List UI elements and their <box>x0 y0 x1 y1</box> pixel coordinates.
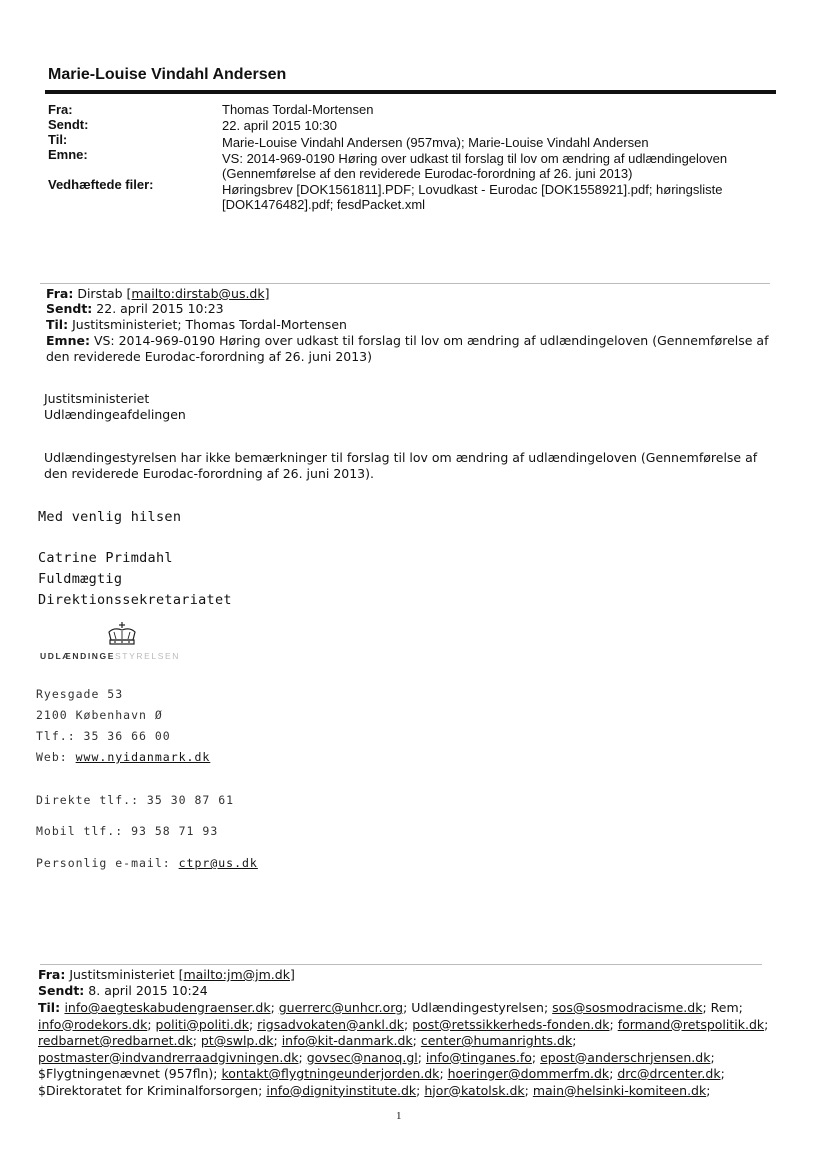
mail2-to-line <box>38 1033 818 1050</box>
mail2-from-label: Fra: <box>38 967 66 982</box>
attachments-value[interactable]: Høringsbrev [DOK1561811].PDF; Lovudkast - Eurodac [DOK1558921].pdf; høringsliste <box>222 182 723 197</box>
mail2-to-line <box>38 1066 818 1083</box>
recipient-email-link[interactable]: info@tinganes.fo <box>425 1049 532 1065</box>
mail1-body-recipient: Justitsministeriet <box>44 391 150 406</box>
signature-name: Catrine Primdahl <box>38 550 173 566</box>
mail2-to-line <box>38 1083 818 1100</box>
mail2-to-line <box>38 1000 818 1017</box>
recipient-email-link[interactable]: govsec@nanoq.gl <box>306 1049 418 1065</box>
recipient-email-link[interactable]: info@rodekors.dk <box>38 1016 148 1032</box>
personal-email-label: Personlig e-mail: <box>36 856 179 870</box>
recipient-text: ; <box>710 1049 715 1065</box>
recipient-email-link[interactable]: center@humanrights.dk <box>420 1033 573 1048</box>
recipient-text: ; <box>416 1082 425 1098</box>
direct-phone: Direkte tlf.: 35 30 87 61 <box>36 793 235 807</box>
recipient-email-link[interactable]: hjor@katolsk.dk <box>424 1082 525 1098</box>
recipient-text: ; <box>531 1049 541 1065</box>
to-label: Til: <box>48 132 68 147</box>
recipient-text: ; <box>764 1016 769 1032</box>
recipient-email-link[interactable]: rigsadvokaten@ankl.dk <box>257 1016 404 1032</box>
subject-value: VS: 2014-969-0190 Høring over udkast til forslag til lov om ændring af udlændingeloven <box>222 151 728 166</box>
mail1-to <box>46 317 347 332</box>
mail1-subject-cont: den reviderede Eurodac-forordning af 26. juni 2013) <box>46 349 373 364</box>
recipient-text: ; <box>572 1033 577 1048</box>
mail2-from <box>38 967 295 982</box>
recipient-name: Marie-Louise Vindahl Andersen <box>48 66 287 83</box>
subject-label: Emne: <box>48 147 88 162</box>
mail2-from-mailto-link[interactable]: [mailto:jm@jm.dk] <box>178 967 295 982</box>
mail1-to-label: Til: <box>46 317 69 332</box>
message-separator-2 <box>40 964 762 965</box>
recipient-email-link[interactable]: info@kit-danmark.dk <box>281 1033 413 1048</box>
from-label: Fra: <box>48 102 73 117</box>
recipient-email-link[interactable]: main@helsinki-komiteen.dk <box>532 1082 707 1098</box>
agency-logo-dark: UDLÆNDINGE <box>40 651 116 661</box>
from-value: Thomas Tordal-Mortensen <box>222 102 374 117</box>
mail1-from-label: Fra: <box>46 286 74 301</box>
recipient-email-link[interactable]: info@dignityinstitute.dk <box>266 1082 417 1098</box>
recipient-text: ; <box>609 1066 618 1081</box>
recipient-text: ; <box>270 1000 279 1015</box>
recipient-text: ; <box>192 1033 201 1048</box>
recipient-email-link[interactable]: pt@swlp.dk <box>200 1033 274 1048</box>
recipient-text: ; Rem; <box>702 1000 743 1015</box>
recipient-email-link[interactable]: info@aegteskabudengraenser.dk <box>64 1000 271 1015</box>
personal-email-link[interactable]: ctpr@us.dk <box>178 856 258 870</box>
mail2-to-line <box>38 1050 818 1067</box>
attachments-value-cont[interactable]: [DOK1476482].pdf; fesdPacket.xml <box>222 197 426 212</box>
web-label: Web: <box>36 750 76 764</box>
mail1-subject <box>46 333 776 348</box>
web-link[interactable]: www.nyidanmark.dk <box>75 750 211 764</box>
recipient-text: ; <box>248 1016 258 1032</box>
agency-logo-text <box>40 651 180 661</box>
recipient-text: ; <box>147 1016 156 1032</box>
mail1-sent-label: Sendt: <box>46 301 93 316</box>
recipient-email-link[interactable]: post@retssikkerheds-fonden.dk <box>412 1016 610 1032</box>
mail1-body-department: Udlændingeafdelingen <box>44 407 186 422</box>
recipient-text: ; <box>524 1082 533 1098</box>
recipient-email-link[interactable]: sos@sosmodracisme.dk <box>552 1000 703 1015</box>
recipient-email-link[interactable]: drc@drcenter.dk <box>617 1066 721 1081</box>
mail1-body-paragraph-cont: den reviderede Eurodac-forordning af 26. juni 2013). <box>44 466 374 481</box>
mail1-subject-label: Emne: <box>46 333 90 348</box>
mail2-sent-value: 8. april 2015 10:24 <box>88 983 208 998</box>
mail1-body-paragraph: Udlændingestyrelsen har ikke bemærkninger til forslag til lov om ændring af udlændingeloven (Gennemførelse af <box>44 450 758 465</box>
mail1-from-mailto-link[interactable]: [mailto:dirstab@us.dk] <box>126 286 270 301</box>
recipient-text: $Flygtningenævnet (957fln); <box>38 1066 222 1081</box>
recipient-text: ; Udlændingestyrelsen; <box>403 1000 553 1015</box>
phone: Tlf.: 35 36 66 00 <box>36 729 171 743</box>
mail1-subject-value: VS: 2014-969-0190 Høring over udkast til forslag til lov om ændring af udlændingeloven (Gennemførelse af <box>93 333 769 348</box>
mail2-sent-label: Sendt: <box>38 983 85 998</box>
page-number: 1 <box>396 1110 402 1122</box>
recipient-email-link[interactable]: hoeringer@dommerfm.dk <box>447 1066 610 1081</box>
recipient-text: ; <box>412 1033 421 1048</box>
recipient-email-link[interactable]: epost@anderschrjensen.dk <box>540 1049 711 1065</box>
to-value: Marie-Louise Vindahl Andersen (957mva); Marie-Louise Vindahl Andersen <box>222 135 649 150</box>
mail1-sent <box>46 301 224 316</box>
agency-logo-light: STYRELSEN <box>115 651 180 661</box>
mail1-sent-value: 22. april 2015 10:23 <box>96 301 224 316</box>
mail2-sent <box>38 983 208 998</box>
recipient-email-link[interactable]: guerrerc@unhcr.org <box>278 1000 404 1015</box>
signature-title: Fuldmægtig <box>38 571 123 587</box>
mail2-from-value: Justitsministeriet <box>69 967 179 982</box>
mobile-phone: Mobil tlf.: 93 58 71 93 <box>36 824 219 838</box>
personal-email <box>36 853 258 874</box>
sent-value: 22. april 2015 10:30 <box>222 118 337 133</box>
sent-label: Sendt: <box>48 117 89 132</box>
mail2-to-lines <box>38 1000 818 1099</box>
mail2-to-label: Til: <box>38 1000 65 1015</box>
recipient-text: ; <box>417 1049 426 1065</box>
mail1-from-value: Dirstab <box>77 286 127 301</box>
recipient-text: ; <box>706 1082 711 1098</box>
address-city: 2100 København Ø <box>36 708 163 722</box>
signature-department: Direktionssekretariatet <box>38 592 232 608</box>
message-separator <box>40 283 770 284</box>
crown-logo-icon <box>106 622 138 651</box>
mail2-to-line <box>38 1017 818 1034</box>
greeting: Med venlig hilsen <box>38 509 182 525</box>
mail1-to-value: Justitsministeriet; Thomas Tordal-Mortensen <box>72 317 347 332</box>
recipient-email-link[interactable]: kontakt@flygtningeunderjorden.dk <box>221 1066 440 1081</box>
recipient-text: ; <box>720 1066 725 1081</box>
mail1-from <box>46 286 269 301</box>
recipient-text: $Direktoratet for Kriminalforsorgen; <box>38 1082 267 1098</box>
recipient-email-link[interactable]: formand@retspolitik.dk <box>617 1016 765 1032</box>
header-rule <box>45 90 776 94</box>
recipient-email-link[interactable]: politi@politi.dk <box>155 1016 249 1032</box>
recipient-text: ; <box>439 1066 448 1081</box>
subject-value-cont: (Gennemførelse af den reviderede Eurodac-forordning af 26. juni 2013) <box>222 166 633 181</box>
recipient-text: ; <box>273 1033 282 1048</box>
web <box>36 747 210 768</box>
attachments-label: Vedhæftede filer: <box>48 177 154 192</box>
recipient-text: ; <box>298 1049 307 1065</box>
recipient-text: ; <box>404 1016 413 1032</box>
mail2-to-list <box>38 1000 818 1099</box>
recipient-email-link[interactable]: postmaster@indvandrerraadgivningen.dk <box>38 1049 299 1065</box>
address-street: Ryesgade 53 <box>36 687 124 701</box>
recipient-text: ; <box>609 1016 618 1032</box>
recipient-email-link[interactable]: redbarnet@redbarnet.dk <box>38 1033 193 1048</box>
